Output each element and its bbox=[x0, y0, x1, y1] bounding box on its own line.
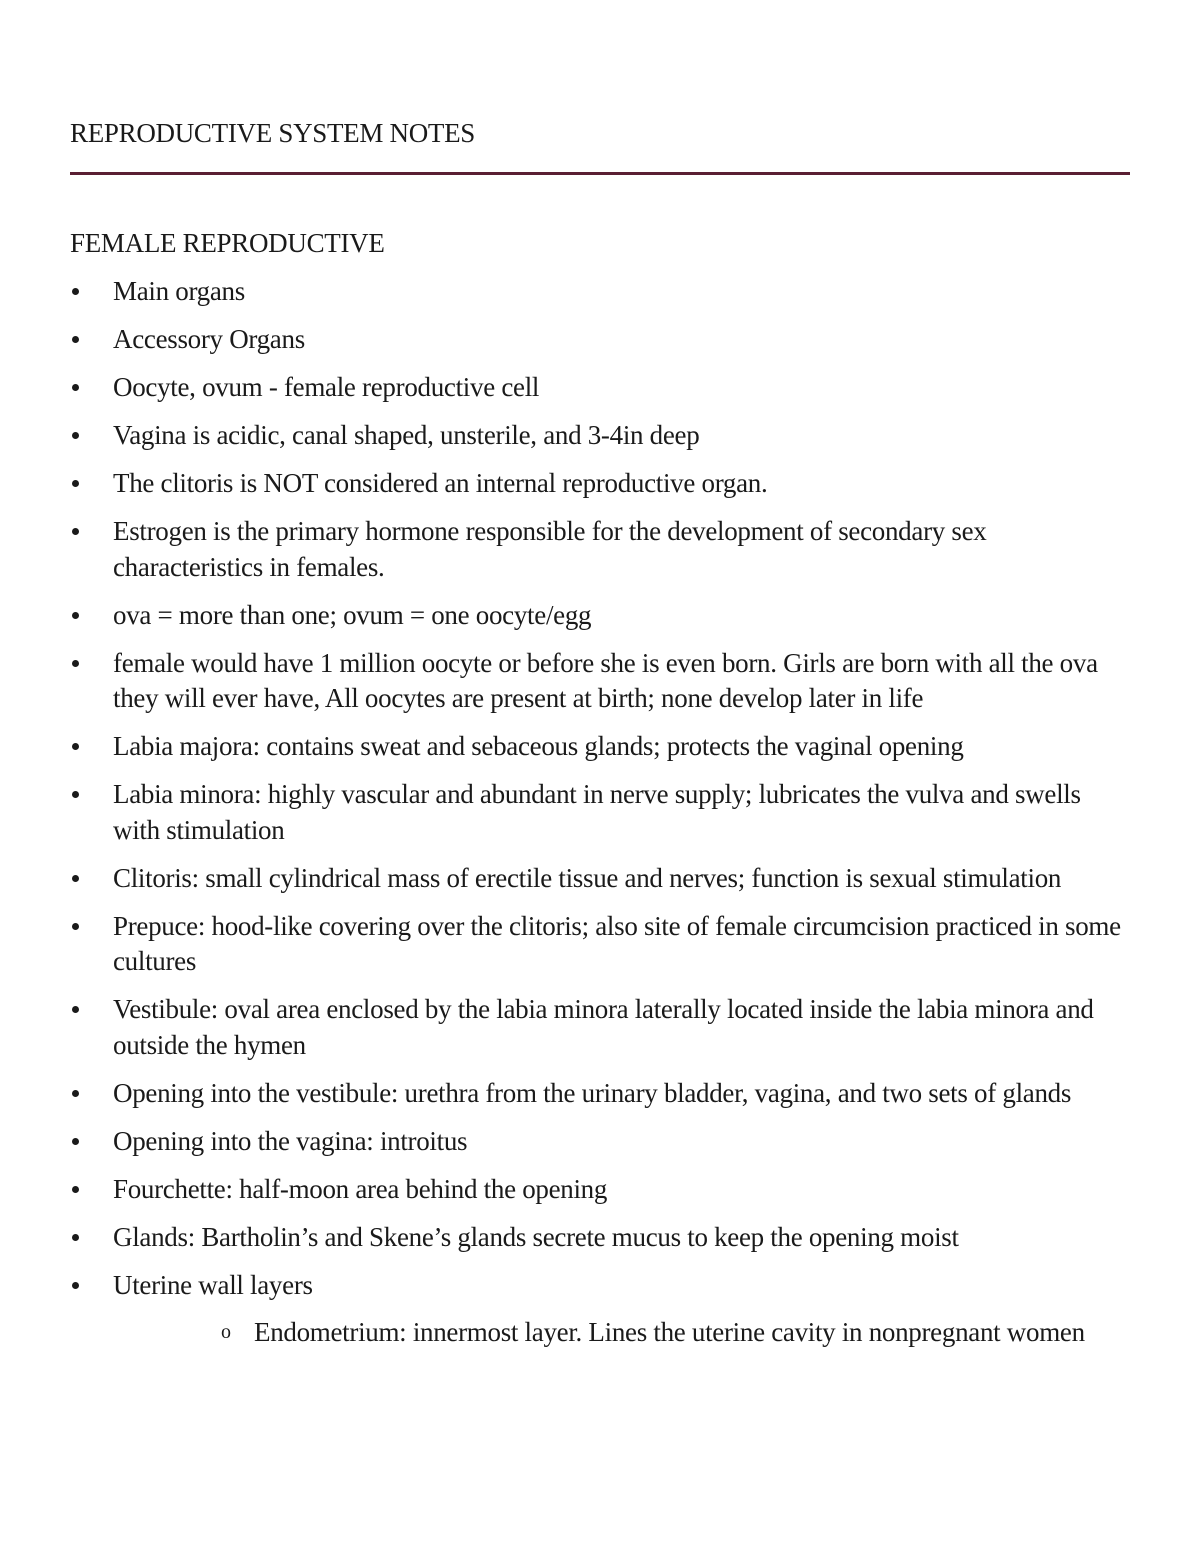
bullet-list bbox=[70, 274, 1130, 1364]
bullet-icon bbox=[72, 923, 79, 930]
list-item bbox=[70, 274, 1130, 310]
list-item bbox=[70, 1124, 1130, 1160]
bullet-icon bbox=[72, 336, 79, 343]
bullet-icon bbox=[72, 660, 79, 667]
list-item bbox=[70, 909, 1130, 980]
list-item-text: Labia minora: highly vascular and abundant in nerve supply; lubricates the vulva and swells with stimulation bbox=[113, 779, 1081, 845]
list-item-text: Labia majora: contains sweat and sebaceous glands; protects the vaginal opening bbox=[113, 731, 964, 761]
bullet-icon bbox=[72, 384, 79, 391]
list-item-text: Glands: Bartholin’s and Skene’s glands secrete mucus to keep the opening moist bbox=[113, 1221, 959, 1252]
list-item-text: ova = more than one; ovum = one oocyte/egg bbox=[113, 599, 592, 630]
list-item-text: Fourchette: half-moon area behind the opening bbox=[113, 1173, 608, 1204]
list-item bbox=[70, 370, 1130, 406]
bullet-icon bbox=[72, 791, 79, 798]
circle-bullet-icon: o bbox=[221, 1321, 231, 1343]
list-item-text: Vagina is acidic, canal shaped, unsterile, and 3-4in deep bbox=[113, 420, 700, 450]
list-item-text: Estrogen is the primary hormone responsible for the development of secondary sex characteristics in females. bbox=[113, 516, 987, 582]
list-item-text: Opening into the vagina: introitus bbox=[113, 1125, 468, 1156]
bullet-icon bbox=[72, 1138, 79, 1145]
list-item bbox=[70, 1220, 1130, 1256]
list-item-text: Main organs bbox=[113, 276, 245, 306]
list-item-text: Opening into the vestibule: urethra from the urinary bladder, vagina, and two sets of glands bbox=[113, 1077, 1072, 1108]
list-item bbox=[70, 322, 1130, 358]
list-item bbox=[70, 777, 1130, 848]
list-item bbox=[70, 1172, 1130, 1208]
list-item-text: female would have 1 million oocyte or before she is even born. Girls are born with all the ova they will ever have, All oocytes are present at birth; none develop later in life bbox=[113, 647, 1098, 713]
list-item-text: Uterine wall layers bbox=[113, 1269, 313, 1300]
bullet-icon bbox=[72, 1234, 79, 1241]
list-item bbox=[70, 514, 1130, 585]
list-item bbox=[70, 992, 1130, 1063]
list-item-text: Accessory Organs bbox=[113, 324, 305, 354]
bullet-icon bbox=[72, 432, 79, 439]
document-title: REPRODUCTIVE SYSTEM NOTES bbox=[70, 118, 476, 148]
bullet-icon bbox=[72, 480, 79, 487]
list-item bbox=[70, 729, 1130, 765]
list-item bbox=[70, 598, 1130, 634]
bullet-icon bbox=[72, 612, 79, 619]
list-item bbox=[70, 861, 1130, 897]
list-item bbox=[70, 466, 1130, 502]
bullet-icon bbox=[72, 1006, 79, 1013]
list-item bbox=[70, 418, 1130, 454]
title-divider bbox=[70, 172, 1130, 175]
list-item-text: Clitoris: small cylindrical mass of erectile tissue and nerves; function is sexual stimulation bbox=[113, 862, 1062, 893]
bullet-icon bbox=[72, 743, 79, 750]
list-item-text: The clitoris is NOT considered an internal reproductive organ. bbox=[113, 468, 768, 498]
list-item-text: Vestibule: oval area enclosed by the labia minora laterally located inside the labia minora and outside the hymen bbox=[113, 994, 1094, 1060]
list-item bbox=[70, 646, 1130, 717]
sub-list bbox=[113, 1313, 1130, 1351]
bullet-icon bbox=[72, 1090, 79, 1097]
bullet-icon bbox=[72, 528, 79, 535]
bullet-icon bbox=[72, 875, 79, 882]
list-item bbox=[70, 1268, 1130, 1352]
list-item-text: Prepuce: hood-like covering over the clitoris; also site of female circumcision practiced in some cultures bbox=[113, 910, 1121, 976]
bullet-icon bbox=[72, 1186, 79, 1193]
list-item bbox=[70, 1076, 1130, 1112]
section-heading: FEMALE REPRODUCTIVE bbox=[70, 228, 385, 258]
bullet-icon bbox=[72, 288, 79, 295]
sub-list-item bbox=[211, 1313, 1130, 1351]
sub-list-item-text: Endometrium: innermost layer. Lines the uterine cavity in nonpregnant women bbox=[254, 1317, 1085, 1347]
bullet-icon bbox=[72, 1282, 79, 1289]
list-item-text: Oocyte, ovum - female reproductive cell bbox=[113, 372, 540, 402]
